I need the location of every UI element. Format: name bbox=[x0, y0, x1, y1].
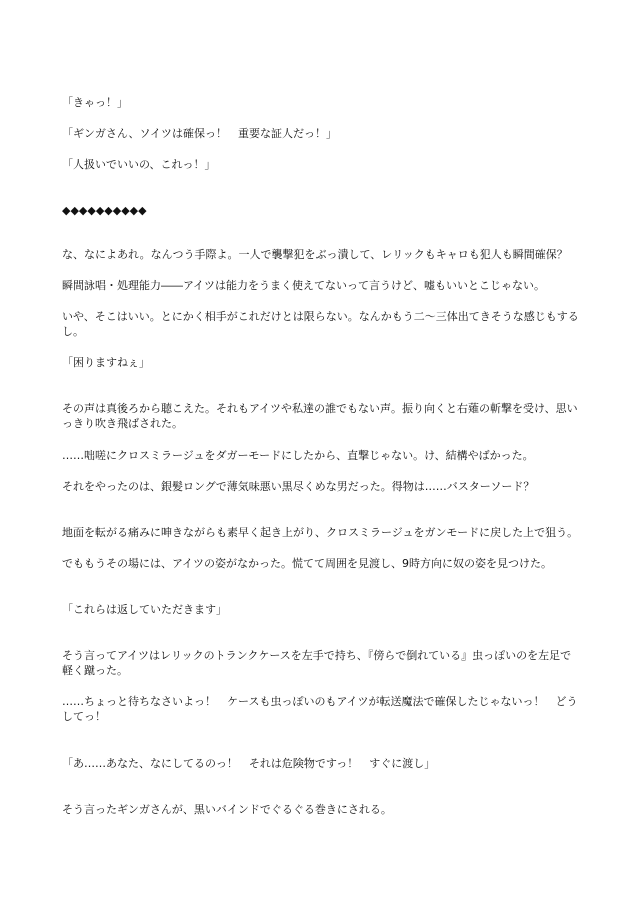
narration-paragraph: ……咄嗟にクロスミラージュをダガーモードにしたから、直撃じゃない。け、結構やばかった。 bbox=[62, 449, 534, 462]
dialogue-line: 「ギンガさん、ソイツは確保っ！ 重要な証人だっ！」 bbox=[62, 127, 337, 140]
dialogue-line: 「あ……あなた、なにしてるのっ！ それは危険物ですっ！ すぐに渡し」 bbox=[62, 757, 436, 770]
narration-paragraph: でももうその場には、アイツの姿がなかった。慌てて周囲を見渡し、9時方向に奴の姿を見つけた。 bbox=[62, 557, 553, 570]
narration-paragraph: 地面を転がる痛みに呻きながらも素早く起き上がり、クロスミラージュをガンモードに戻した上で狙う。 bbox=[62, 526, 579, 539]
narration-paragraph: な、なによあれ。なんつう手際よ。一人で襲撃犯をぶっ潰して、レリックもキャロも犯人も瞬間確保？ bbox=[62, 248, 568, 261]
narration-paragraph: ……ちょっと待ちなさいよっ！ ケースも虫っぽいのもアイツが転送魔法で確保したじゃないっ！ どうしてっ！ bbox=[62, 695, 578, 723]
narration-paragraph: その声は真後ろから聴こえた。それもアイツや私達の誰でもない声。振り向くと右薙の斬撃を受け、思いっきり吹き飛ばされた。 bbox=[62, 402, 578, 430]
dialogue-line: 「きゃっ！」 bbox=[62, 96, 128, 109]
dialogue-line: 「これらは返していただきます」 bbox=[62, 603, 227, 616]
narration-paragraph: いや、そこはいい。とにかく相手がこれだけとは限らない。なんかもう二～三体出てきそうな感じもするし。 bbox=[62, 310, 579, 338]
narration-paragraph: それをやったのは、銀髪ロングで薄気味悪い黒尽くめな男だった。得物は……バスターソード？ bbox=[62, 480, 535, 493]
scene-break-divider: ◆◆◆◆◆◆◆◆◆◆ bbox=[62, 204, 147, 217]
narration-paragraph: そう言ってアイツはレリックのトランクケースを左手で持ち、『傍らで倒れている』虫っぽいのを左足で軽く蹴った。 bbox=[62, 649, 572, 677]
narration-paragraph: 瞬間詠唱・処理能力――アイツは能力をうまく使えてないって言うけど、嘘もいいとこじゃない。 bbox=[62, 279, 546, 292]
dialogue-line: 「人扱いでいいの、これっ！」 bbox=[62, 158, 216, 171]
narration-paragraph: そう言ったギンガさんが、黒いバインドでぐるぐる巻きにされる。 bbox=[62, 803, 392, 816]
dialogue-line: 「困りますねぇ」 bbox=[62, 356, 150, 369]
